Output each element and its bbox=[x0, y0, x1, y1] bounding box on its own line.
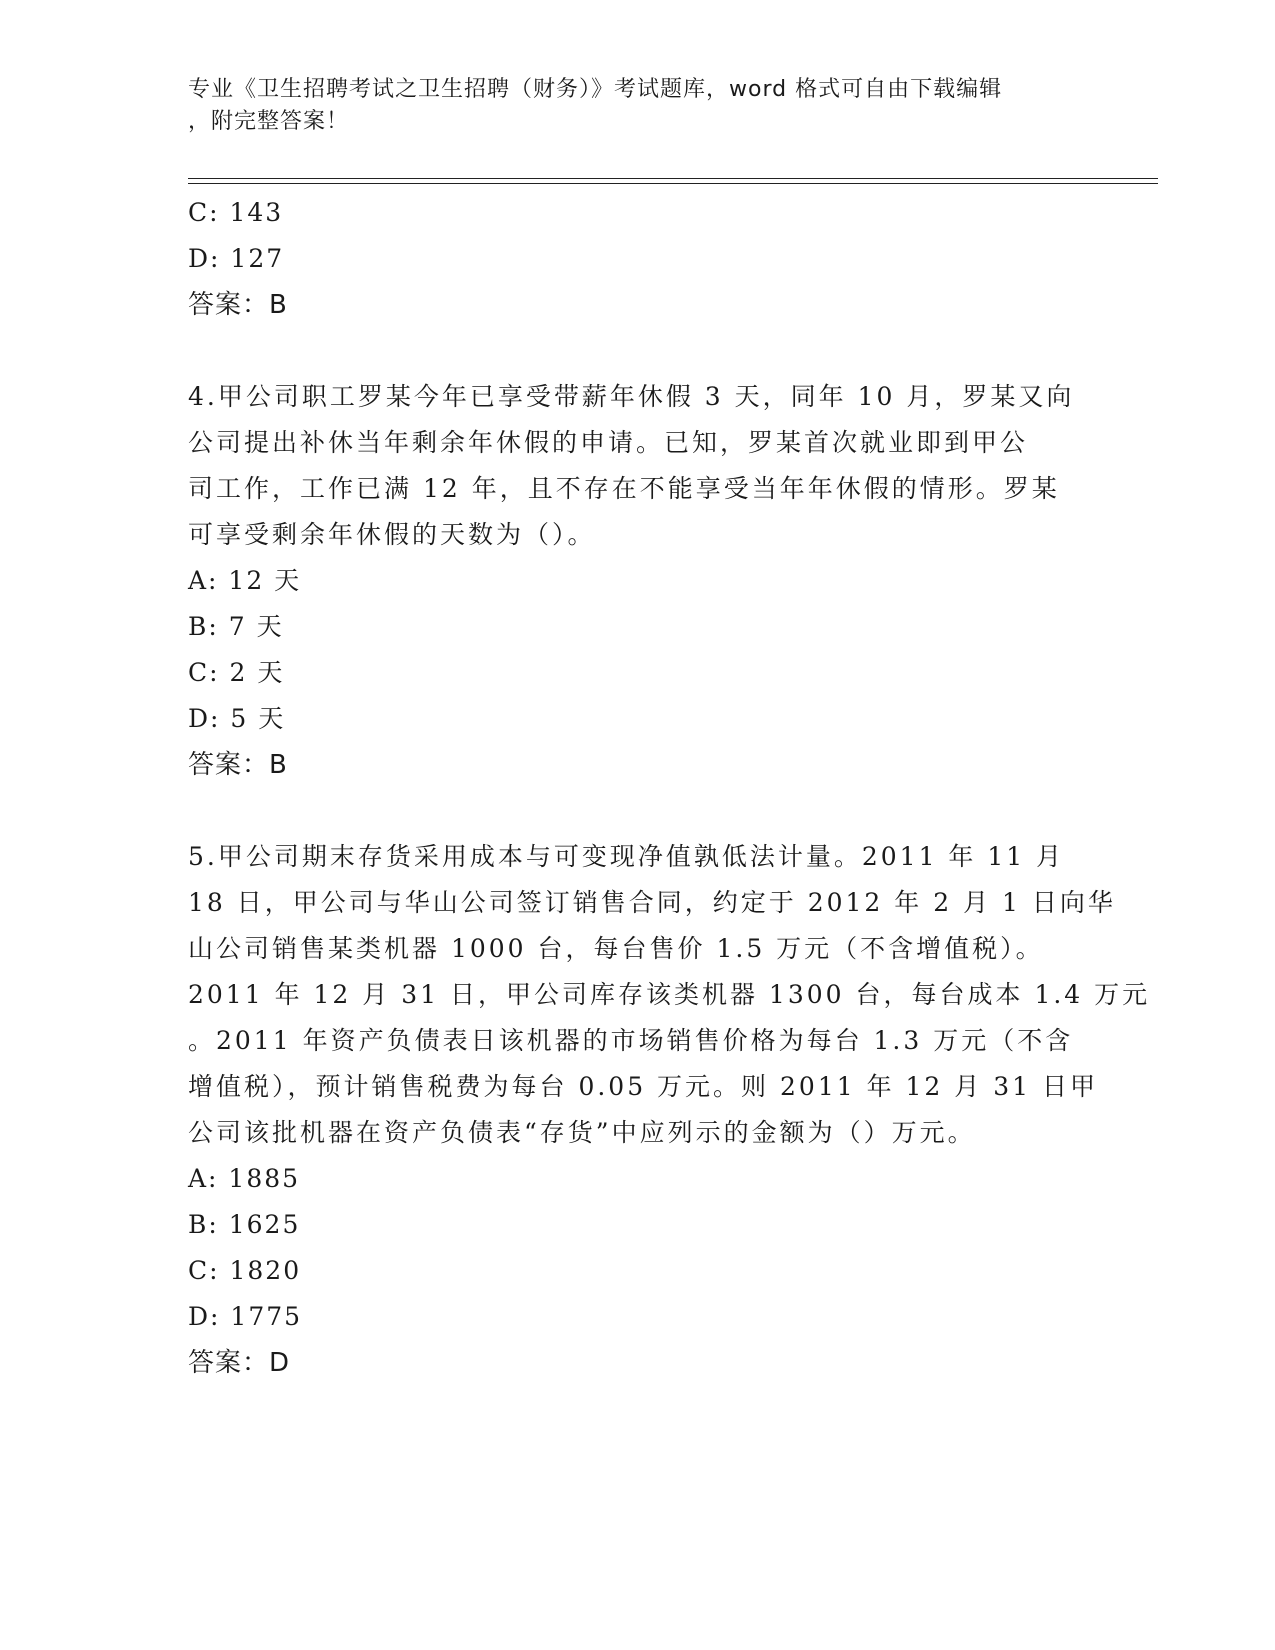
q4-stem-line: 4.甲公司职工罗某今年已享受带薪年休假 3 天，同年 10 月，罗某又向 bbox=[188, 382, 1075, 411]
q5-stem-line: 18 日，甲公司与华山公司签订销售合同，约定于 2012 年 2 月 1 日向华 bbox=[188, 888, 1116, 917]
q3-option-d: D: 127 bbox=[188, 244, 285, 273]
q5-stem-line: 山公司销售某类机器 1000 台，每台售价 1.5 万元（不含增值税）。 bbox=[188, 934, 1044, 963]
q4-stem-line: 司工作，工作已满 12 年，且不存在不能享受当年年休假的情形。罗某 bbox=[188, 474, 1060, 503]
header-line-2: ，附完整答案！ bbox=[188, 109, 350, 134]
q5-option-a: A: 1885 bbox=[188, 1164, 301, 1193]
q4-option-a: A: 12 天 bbox=[188, 566, 302, 595]
q4-stem-line: 可享受剩余年休假的天数为（）。 bbox=[188, 520, 596, 549]
header-rule-bottom bbox=[188, 183, 1158, 184]
q5-answer: 答案：D bbox=[188, 1348, 291, 1378]
q5-stem-line: 5.甲公司期末存货采用成本与可变现净值孰低法计量。2011 年 11 月 bbox=[188, 842, 1065, 871]
q5-option-c: C: 1820 bbox=[188, 1256, 302, 1285]
q5-stem-line: 2011 年 12 月 31 日，甲公司库存该类机器 1300 台，每台成本 1.4 万元 bbox=[188, 980, 1151, 1009]
document-body bbox=[188, 190, 1151, 1386]
q5-option-d: D: 1775 bbox=[188, 1302, 303, 1331]
spacer bbox=[188, 788, 1088, 834]
q4-stem bbox=[188, 374, 1088, 558]
q4-option-c: C: 2 天 bbox=[188, 658, 285, 687]
q5-stem-line: 增值税），预计销售税费为每台 0.05 万元。则 2011 年 12 月 31 日甲 bbox=[188, 1072, 1098, 1101]
q4-stem-line: 公司提出补休当年剩余年休假的申请。已知，罗某首次就业即到甲公 bbox=[188, 428, 1029, 457]
q5-stem bbox=[188, 834, 1151, 1156]
document-header bbox=[188, 74, 1078, 138]
q4-option-d: D: 5 天 bbox=[188, 704, 286, 733]
q4-option-b: B: 7 天 bbox=[188, 612, 284, 641]
q5-option-b: B: 1625 bbox=[188, 1210, 301, 1239]
q4-answer: 答案：B bbox=[188, 750, 288, 780]
spacer bbox=[188, 328, 1088, 374]
q3-answer: 答案：B bbox=[188, 290, 288, 320]
header-line-1: 专业《卫生招聘考试之卫生招聘（财务）》考试题库，word 格式可自由下载编辑 bbox=[188, 77, 1003, 102]
q5-stem-line: 公司该批机器在资产负债表“存货”中应列示的金额为（）万元。 bbox=[188, 1118, 976, 1147]
header-rule-top bbox=[188, 178, 1158, 179]
q3-option-c: C: 143 bbox=[188, 198, 284, 227]
q5-stem-line: 。2011 年资产负债表日该机器的市场销售价格为每台 1.3 万元（不含 bbox=[188, 1026, 1074, 1055]
